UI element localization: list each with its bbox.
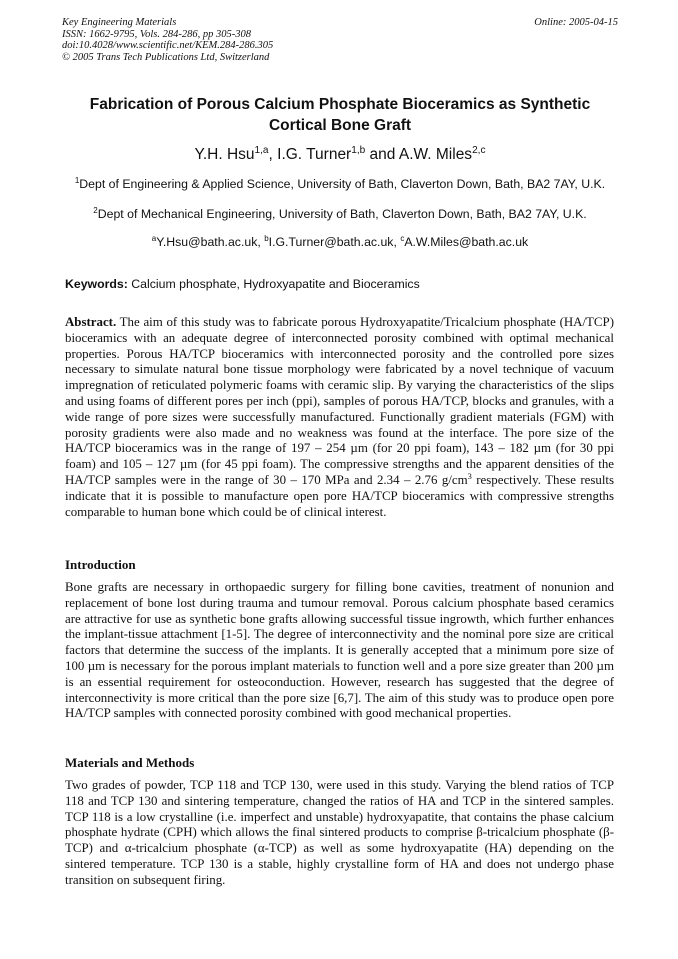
- copyright-line: © 2005 Trans Tech Publications Ltd, Switzerland: [62, 51, 270, 63]
- affiliation-text: Dept of Engineering & Applied Science, University of Bath, Claverton Down, Bath, BA2 7AY, U.K.: [79, 177, 606, 191]
- keywords-label: Keywords:: [65, 277, 128, 291]
- abstract-paragraph: [65, 315, 614, 520]
- materials-methods-heading: Materials and Methods: [65, 755, 195, 770]
- author-sup: 2,c: [472, 144, 486, 156]
- author-sep: and: [365, 146, 399, 163]
- author-name: Y.H. Hsu: [194, 146, 255, 163]
- affiliation-2: [62, 207, 618, 222]
- author-sup: 1,b: [351, 144, 366, 156]
- email-sup: c: [400, 234, 405, 244]
- email-sep: ,: [257, 235, 265, 249]
- email-sep: ,: [393, 235, 401, 249]
- online-date: Online: 2005-04-15: [534, 17, 618, 28]
- title-line-1: Fabrication of Porous Calcium Phosphate Bioceramics as Synthetic: [89, 96, 591, 113]
- abstract-text: The aim of this study was to fabricate porous Hydroxyapatite/Tricalcium phosphate (HA/TCP) bioceramics with an adequate degree of interconnected porosity combined with optimal mechanical properties. Porous HA/TCP bioceramics with interconnected porosity and the controlled pore sizes necessary to simulate natural bone tissue morphology were fabricated by a novel technique of vacuum impregnation of reticulated polymeric foams with ceramic slip. By varying the characteristics of the slips and using foams of different pores per inch (ppi), samples of porous HA/TCP, blocks and granules, with a wide range of pore sizes were successfully manufactured. Functionally gradient materials (FGM) with porosity gradients were also made and no weakness was found at the interface. The pore size of the HA/TCP bioceramics was in the range of 197 – 254 µm (for 20 ppi foam), 143 – 182 µm (for 30 ppi foam) and 105 – 127 µm (for 45 ppi foam). The compressive strengths and the apparent densities of the HA/TCP samples were in the range of 30 – 170 MPa and 2.34 – 2.76 g/cm: [65, 315, 614, 487]
- affiliation-text: Dept of Mechanical Engineering, University of Bath, Claverton Down, Bath, BA2 7AY, U.K.: [97, 207, 587, 221]
- doi-line: doi:10.4028/www.scientific.net/KEM.284-286.305: [62, 40, 274, 51]
- author-name: A.W. Miles: [398, 146, 473, 163]
- issn-line: ISSN: 1662-9795, Vols. 284-286, pp 305-308: [62, 28, 251, 40]
- abstract-label: Abstract.: [65, 315, 117, 329]
- email-address[interactable]: Y.Hsu@bath.ac.uk: [156, 235, 258, 249]
- abstract-text-end: respectively. These results indicate that it is possible to manufacture open pore HA/TCP bioceramics with compressive strengths comparable to human bone which could be of clinical interest.: [65, 472, 615, 519]
- keywords-line: [65, 277, 618, 292]
- paper-title: [62, 94, 618, 136]
- title-line-2: Cortical Bone Graft: [268, 117, 412, 134]
- journal-name: Key Engineering Materials: [62, 17, 177, 28]
- email-address[interactable]: A.W.Miles@bath.ac.uk: [404, 235, 529, 249]
- email-list: [62, 235, 618, 250]
- author-sep: ,: [268, 146, 278, 163]
- author-sup: 1,a: [254, 144, 269, 156]
- affiliation-1: [62, 177, 618, 192]
- introduction-heading: Introduction: [65, 557, 136, 572]
- keywords-text: Calcium phosphate, Hydroxyapatite and Bioceramics: [127, 277, 420, 291]
- abstract-sup: 3: [467, 471, 472, 481]
- email-sup: a: [151, 234, 157, 244]
- introduction-paragraph: Bone grafts are necessary in orthopaedic surgery for filling bone cavities, treatment of nonunion and replacement of bone lost during trauma and tumour removal. Porous calcium phosphate based ceramics are attractive for use as synthetic bone grafts allowing successful tissue ingrowth, which further enhances the implant-tissue attachment [1-5]. The degree of interconnectivity and the nominal pore size are critical factors that determine the success of the implants. It is generally accepted that a minimum pore size of 100 µm is necessary for the porous implant materials to function well and a pore size greater than 200 µm is an essential requirement for osteoconduction. However, research has suggested that the degree of interconnectivity is more critical than the pore size [6,7]. The aim of this study was to produce open pore HA/TCP samples with connected porosity combined with good mechanical properties.: [65, 580, 614, 721]
- email-sup: b: [264, 234, 269, 244]
- email-address[interactable]: I.G.Turner@bath.ac.uk: [268, 235, 394, 249]
- materials-methods-paragraph: Two grades of powder, TCP 118 and TCP 130, were used in this study. Varying the blend ratios of TCP 118 and TCP 130 and sintering temperature, changed the ratios of HA and TCP in the sintered samples. TCP 118 is a low crystalline (i.e. imperfect and unstable) hydroxyapatite, that contains the phase calcium phosphate hydrate (CPH) which allows the final sintered products to comprise β-tricalcium phosphate (β-TCP) and α-tricalcium phosphate (α-TCP) as well as some hydroxyapatite (HA) depending on the sintered temperature. TCP 130 is a stable, highly crystalline form of HA and does not undergo phase transition on subsequent firing.: [65, 778, 614, 887]
- affiliation-sup: 2: [93, 206, 98, 216]
- affiliation-sup: 1: [74, 176, 80, 186]
- journal-header: [62, 17, 618, 63]
- author-name: I.G. Turner: [277, 146, 352, 163]
- author-list: [62, 146, 618, 164]
